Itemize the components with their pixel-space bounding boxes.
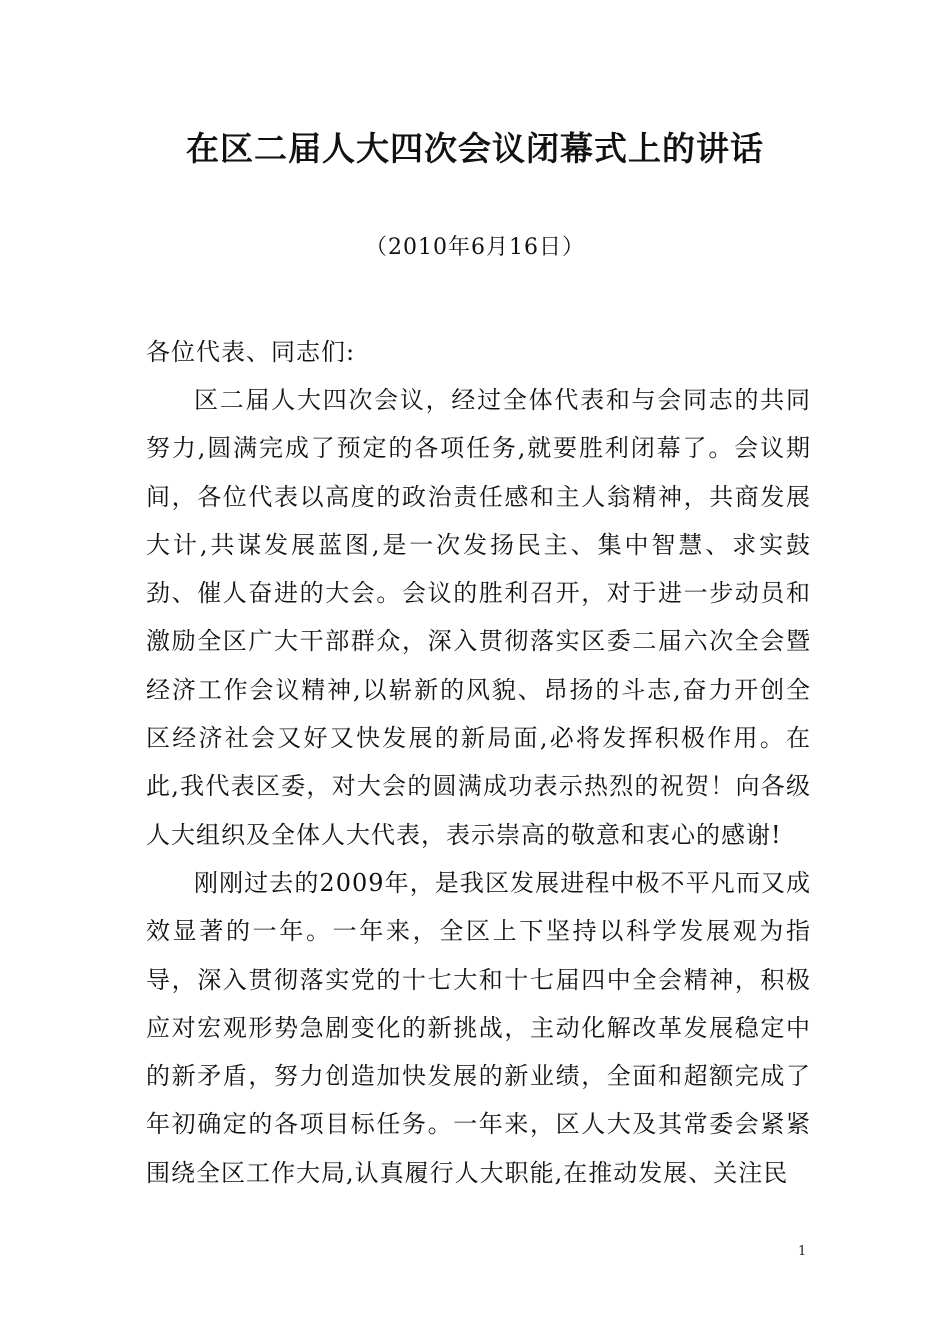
document-body — [146, 328, 811, 1197]
salutation: 各位代表、同志们: — [146, 338, 356, 366]
paragraph-2: 刚刚过去的2009年，是我区发展进程中极不平凡而又成效显著的一年。一年来，全区上下坚持以科学发展观为指导，深入贯彻落实党的十七大和十七届四中全会精神，积极应对宏观形势急剧变化的新挑战，主动化解改革发展稳定中的新矛盾，努力创造加快发展的新业绩，全面和超额完成了年初确定的各项目标任务。一年来，区人大及其常委会紧紧围绕全区工作大局,认真履行人大职能,在推动发展、关注民 — [146, 868, 811, 1187]
document-title: 在区二届人大四次会议闭幕式上的讲话 — [186, 129, 764, 168]
paragraph-1: 区二届人大四次会议，经过全体代表和与会同志的共同努力,圆满完成了预定的各项任务,就要胜利闭幕了。会议期间，各位代表以高度的政治责任感和主人翁精神，共商发展大计,共谋发展蓝图,是一次发扬民主、集中智慧、求实鼓劲、催人奋进的大会。会议的胜利召开，对于进一步动员和激励全区广大干部群众，深入贯彻落实区委二届六次全会暨经济工作会议精神,以崭新的风貌、昂扬的斗志,奋力开创全区经济社会又好又快发展的新局面,必将发挥积极作用。在此,我代表区委，对大会的圆满成功表示热烈的祝贺！向各级人大组织及全体人大代表，表示崇高的敬意和衷心的感谢! — [146, 386, 811, 849]
page-number: 1 — [798, 1244, 807, 1259]
document-date: （2010年6月16日） — [365, 235, 585, 260]
